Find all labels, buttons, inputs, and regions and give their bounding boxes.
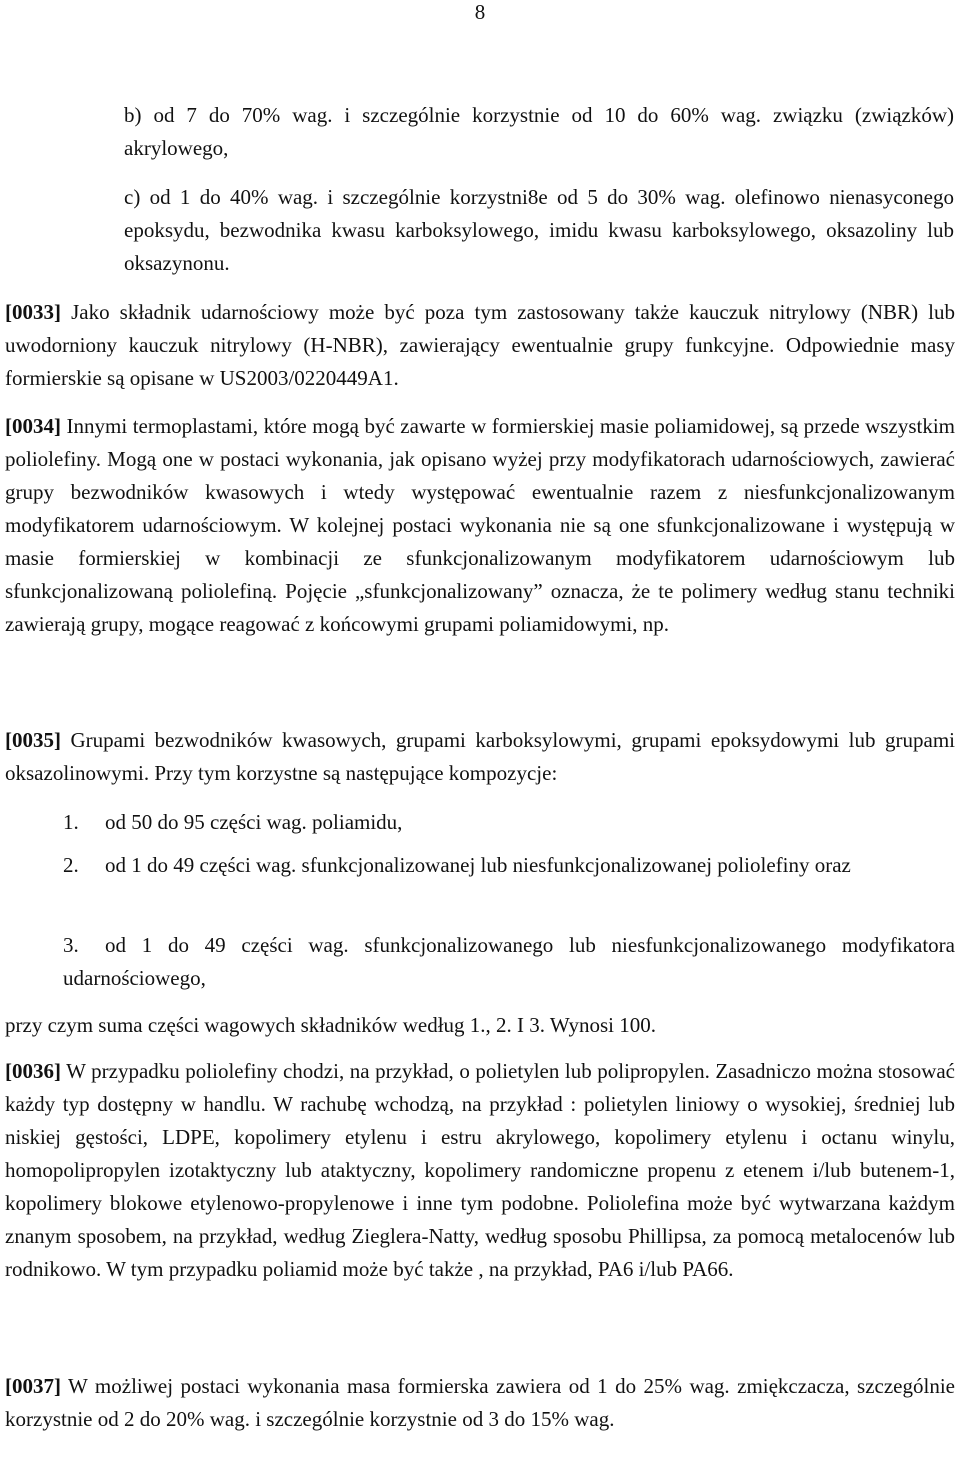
page-number: 8 [474, 0, 486, 24]
composition-item-3 [63, 929, 955, 995]
composition-text: od 1 do 49 części wag. sfunkcjonalizowanego lub niesfunkcjonalizowanego modyfikatora udarnościowego, [63, 933, 955, 990]
paragraph-text: Innymi termoplastami, które mogą być zawarte w formierskiej masie poliamidowej, są przede wszystkim poliolefiny. Mogą one w postaci wykonania, jak opisano wyżej przy modyfikatorach udarnościowych, zawierać grupy bezwodników kwasowych i wtedy występować ewentualnie razem z niesfunkcjonalizowanym modyfikatorem udarnościowym. W kolejnej postaci wykonania nie są one sfunkcjonalizowane i występują w masie formierskiej w kombinacji ze sfunkcjonalizowanym modyfikatorem udarnościowym lub sfunkcjonalizowaną poliolefiną. Pojęcie „sfunkcjonalizowany” oznacza, że te polimery według stanu techniki zawierają grupy, mogące reagować z końcowymi grupami poliamidowymi, np. [5, 414, 955, 636]
paragraph-0035 [5, 724, 955, 790]
paragraph-number: [0036] [5, 1059, 61, 1083]
composition-number: 3. [63, 933, 79, 957]
composition-number: 2. [63, 853, 79, 877]
paragraph-text: Grupami bezwodników kwasowych, grupami karboksylowymi, grupami epoksydowymi lub grupami oksazolinowymi. Przy tym korzystne są następujące kompozycje: [5, 728, 955, 785]
paragraph-0034 [5, 410, 955, 641]
paragraph-0033 [5, 296, 955, 395]
paragraph-number: [0034] [5, 414, 61, 438]
composition-text: od 50 do 95 części wag. poliamidu, [105, 810, 403, 834]
paragraph-number: [0037] [5, 1374, 61, 1398]
composition-text: od 1 do 49 części wag. sfunkcjonalizowanej lub niesfunkcjonalizowanej poliolefiny oraz [105, 853, 851, 877]
paragraph-text: W możliwej postaci wykonania masa formierska zawiera od 1 do 25% wag. zmiękczacza, szczególnie korzystnie od 2 do 20% wag. i szczególnie korzystnie od 3 do 15% wag. [5, 1374, 955, 1431]
paragraph-text: W przypadku poliolefiny chodzi, na przykład, o polietylen lub polipropylen. Zasadniczo można stosować każdy typ dostępny w handlu. W rachubę wchodzą, na przykład : polietylen liniowy o wysokiej, średniej lub niskiej gęstości, LDPE, kopolimery etylenu i estru akrylowego, kopolimery etylenu i octanu winylu, homopolipropylen izotaktyczny lub ataktyczny, kopolimery randomiczne propenu z etenem i/lub butenem-1, kopolimery blokowe etylenowo-propylenowe i inne tym podobne. Poliolefina może być wytwarzana każdym znanym sposobem, na przykład, według Zieglera-Natty, według sposobu Phillipsa, za pomocą metalocenów lub rodnikowo. W tym przypadku poliamid może być także , na przykład, PA6 i/lub PA66. [5, 1059, 955, 1281]
paragraph-number: [0035] [5, 728, 61, 752]
paragraph-0037 [5, 1370, 955, 1436]
paragraph-text: Jako składnik udarnościowy może być poza tym zastosowany także kauczuk nitrylowy (NBR) lub uwodorniony kauczuk nitrylowy (H-NBR), zawierający ewentualnie grupy funkcyjne. Odpowiednie masy formierskie są opisane w US2003/0220449A1. [5, 300, 955, 390]
paragraph-number: [0033] [5, 300, 61, 324]
list-item-c: c) od 1 do 40% wag. i szczególnie korzystni8e od 5 do 30% wag. olefinowo nienasyconego epoksydu, bezwodnika kwasu karboksylowego, imidu kwasu karboksylowego, oksazoliny lub oksazynonu. [124, 185, 954, 275]
sum-line: przy czym suma części wagowych składników według 1., 2. I 3. Wynosi 100. [5, 1013, 656, 1037]
composition-number: 1. [63, 810, 79, 834]
composition-item-2 [63, 849, 955, 882]
composition-item-1 [63, 806, 955, 839]
list-item-b: b) od 7 do 70% wag. i szczególnie korzystnie od 10 do 60% wag. związku (związków) akrylowego, [124, 103, 954, 160]
paragraph-0036 [5, 1055, 955, 1286]
